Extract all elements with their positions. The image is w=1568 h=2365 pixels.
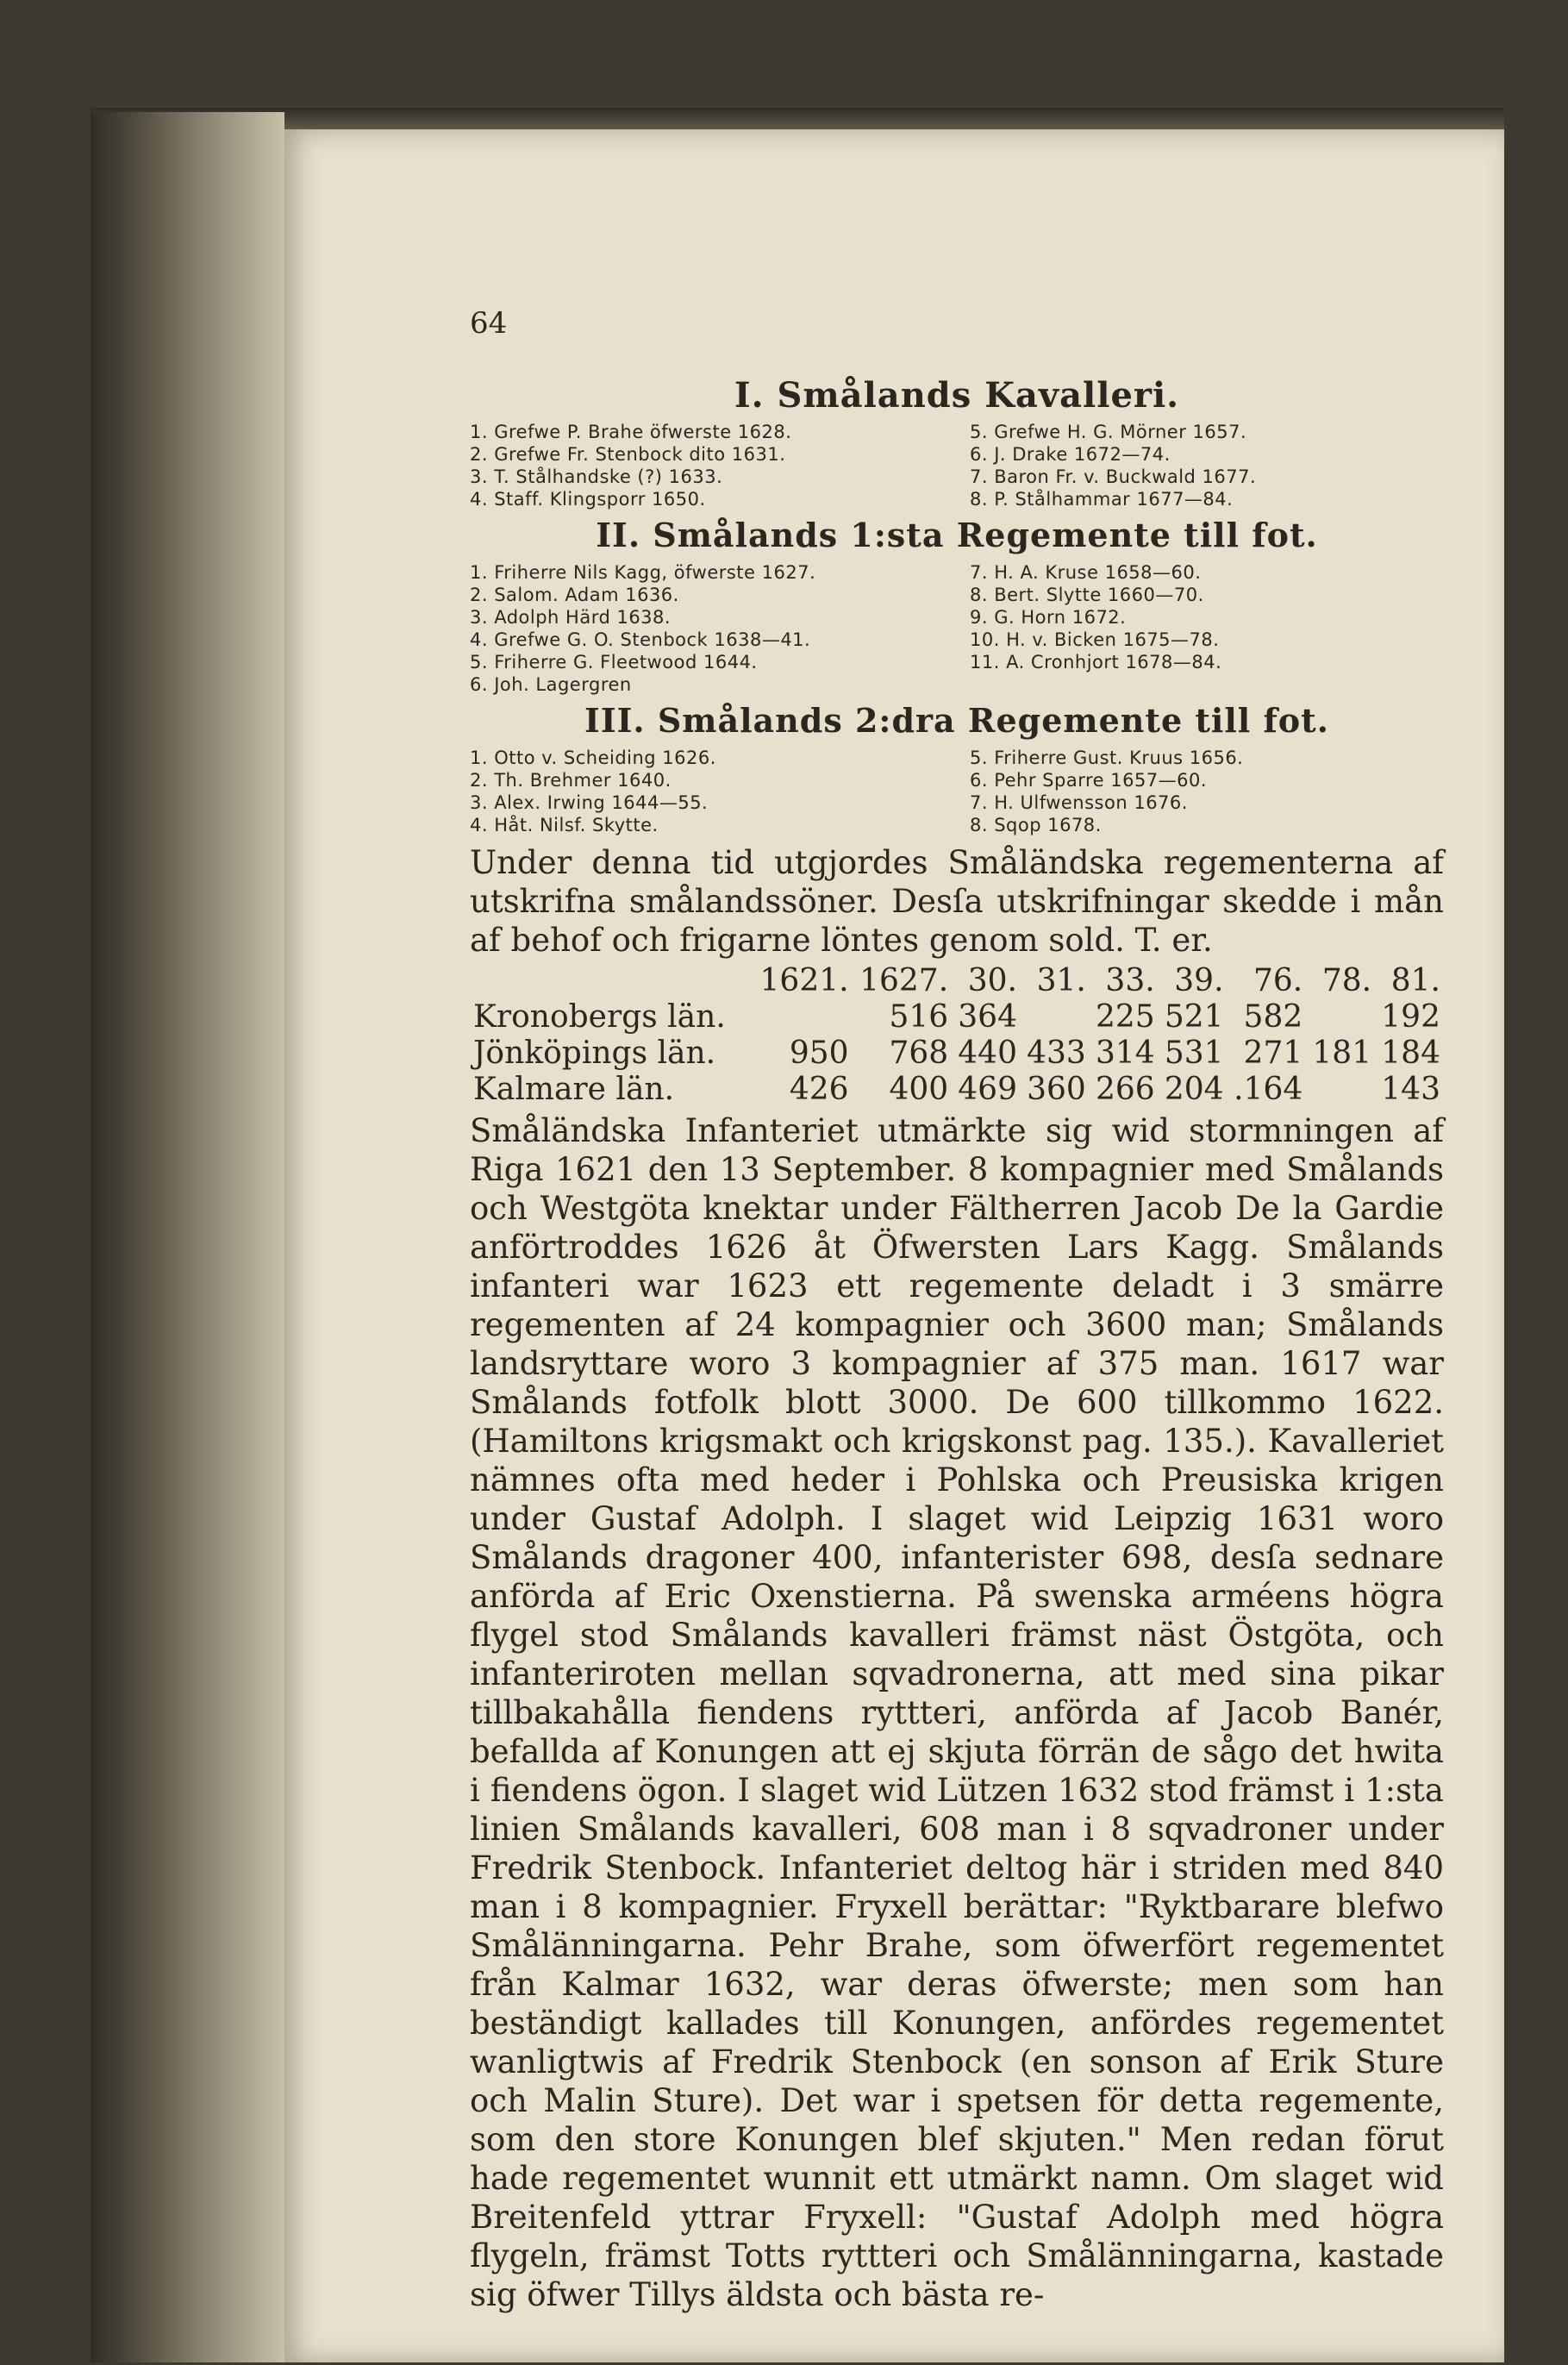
levy-year: 1627. xyxy=(859,963,949,998)
roster-right-column xyxy=(970,747,1444,836)
levy-cell: 531 xyxy=(1164,1035,1224,1071)
roster-entry: 2. Salom. Adam 1636. xyxy=(470,585,679,605)
section-heading-second-regiment: III. Smålands 2:dra Regemente till fot. xyxy=(584,701,1329,740)
levy-cell: 271 xyxy=(1243,1035,1303,1071)
levy-cell: 192 xyxy=(1381,999,1440,1035)
levy-cell: 204 xyxy=(1164,1072,1224,1107)
roster-entry: 8. Bert. Slytte 1660—70. xyxy=(970,585,1204,605)
levy-year: 78. xyxy=(1321,963,1372,998)
levy-year: 76. xyxy=(1253,963,1303,998)
roster-entry: 6. Joh. Lagergren xyxy=(470,674,632,695)
roster-entry: 10. H. v. Bicken 1675—78. xyxy=(970,629,1220,650)
levy-cell: 400 xyxy=(889,1072,949,1107)
levy-year: 33. xyxy=(1105,963,1155,998)
roster-entry: 8. P. Stålhammar 1677—84. xyxy=(970,489,1234,510)
levy-cell: 516 xyxy=(889,999,949,1035)
levy-cell: 433 xyxy=(1027,1035,1086,1071)
roster-entry: 2. Th. Brehmer 1640. xyxy=(470,770,672,791)
table-row xyxy=(470,1035,1444,1072)
roster-entry: 6. J. Drake 1672—74. xyxy=(970,444,1171,465)
roster-right-column xyxy=(970,561,1444,696)
levy-cell: 143 xyxy=(1381,1072,1440,1107)
roster-entry: 5. Grefwe H. G. Mörner 1657. xyxy=(970,422,1247,442)
roster-entry: 1. Grefwe P. Brahe öfwerste 1628. xyxy=(470,422,792,442)
roster-entry: 7. H. Ulfwensson 1676. xyxy=(970,792,1188,813)
table-row xyxy=(470,999,1444,1035)
roster-second-regiment xyxy=(470,747,1444,836)
roster-right-column xyxy=(970,421,1444,510)
page-content xyxy=(470,306,1444,2314)
levy-row-label: Kronobergs län. xyxy=(473,999,726,1035)
roster-entry: 5. Friherre Gust. Kruus 1656. xyxy=(970,748,1244,768)
roster-entry: 3. Alex. Irwing 1644—55. xyxy=(470,792,709,813)
levy-header-row xyxy=(470,963,1444,999)
levy-cell: 225 xyxy=(1095,999,1155,1035)
roster-entry: 7. Baron Fr. v. Buckwald 1677. xyxy=(970,466,1257,487)
book-spine xyxy=(91,112,284,2362)
levy-cell xyxy=(1306,999,1375,1035)
intro-paragraph: Under denna tid utgjordes Småländska regementerna af utskrifna smålandssöner. Desſa utskrifningar skedde i mån af behof och frigarne löntes genom sold. T. er. xyxy=(470,844,1444,959)
roster-entry: 8. Sqop 1678. xyxy=(970,815,1102,835)
levy-cell: 266 xyxy=(1095,1072,1155,1107)
roster-entry: 4. Håt. Nilsf. Skytte. xyxy=(470,815,659,835)
roster-entry: 7. H. A. Kruse 1658—60. xyxy=(970,562,1202,583)
roster-entry: 3. Adolph Härd 1638. xyxy=(470,607,672,628)
levy-year: 39. xyxy=(1174,963,1224,998)
roster-entry: 9. G. Horn 1672. xyxy=(970,607,1127,628)
levy-cell: 768 xyxy=(889,1035,949,1071)
roster-entry: 4. Grefwe G. O. Stenbock 1638—41. xyxy=(470,629,811,650)
levy-cell: 426 xyxy=(789,1072,849,1107)
roster-entry: 3. T. Stålhandske (?) 1633. xyxy=(470,466,723,487)
levy-year: 31. xyxy=(1036,963,1086,998)
levy-cell: 184 xyxy=(1381,1035,1440,1071)
page-number: 64 xyxy=(470,306,508,341)
section-heading-cavalry: I. Smålands Kavalleri. xyxy=(734,375,1180,416)
levy-year: 81. xyxy=(1390,963,1440,998)
roster-entry: 11. A. Cronhjort 1678—84. xyxy=(970,652,1222,673)
roster-entry: 1. Friherre Nils Kagg, öfwerste 1627. xyxy=(470,562,816,583)
roster-entry: 2. Grefwe Fr. Stenbock dito 1631. xyxy=(470,444,786,465)
roster-left-column xyxy=(470,747,944,836)
levy-cell: 521 xyxy=(1164,999,1224,1035)
levy-cell xyxy=(753,999,853,1035)
levy-cell: 582 xyxy=(1243,999,1303,1035)
roster-first-regiment xyxy=(470,561,1444,696)
levy-cell: 440 xyxy=(958,1035,1017,1071)
levy-cell xyxy=(1306,1072,1375,1108)
levy-cell xyxy=(1021,999,1090,1035)
table-row xyxy=(470,1072,1444,1108)
roster-entry: 6. Pehr Sparre 1657—60. xyxy=(970,770,1208,791)
levy-cell: 181 xyxy=(1312,1035,1372,1071)
roster-left-column xyxy=(470,561,944,696)
levy-cell: 364 xyxy=(958,999,1017,1035)
levy-year: 1621. xyxy=(759,963,849,998)
levy-row-label: Jönköpings län. xyxy=(473,1035,716,1071)
levy-header-blank xyxy=(470,963,753,999)
levy-table xyxy=(470,963,1444,1108)
levy-cell: 950 xyxy=(789,1035,849,1071)
levy-cell: 469 xyxy=(958,1072,1017,1107)
body-paragraph: Småländska Infanteriet utmärkte sig wid stormningen af Riga 1621 den 13 September. 8 kompagnier med Smålands och Westgöta knektar under Fältherren Jacob De la Gardie anförtroddes 1626 åt Öfwersten Lars Kagg. Smålands infanteri war 1623 ett regemente deladt i 3 smärre regementen af 24 kompagnier och 3600 man; Smålands landsryttare woro 3 kompagnier af 375 man. 1617 war Smålands fotfolk blott 3000. De 600 tillkommo 1622. (Hamiltons krigsmakt och krigskonst pag. 135.). Kavalleriet nämnes ofta med heder i Pohlska och Preusiska krigen under Gustaf Adolph. I slaget wid Leipzig 1631 woro Smålands dragoner 400, infanterister 698, desſa sednare anförda af Eric Oxenstierna. På swenska arméens högra flygel stod Smålands kavalleri främst näst Östgöta, och infanteriroten mellan sqvadronerna, att med sina pikar tillbakahålla fiendens ryttteri, anförda af Jacob Banér, befallda af Konungen att ej skjuta förrän de sågo det hwita i fiendens ögon. I slaget wid Lützen 1632 stod främst i 1:sta linien Smålands kavalleri, 608 man i 8 sqvadroner under Fredrik Stenbock. Infanteriet deltog här i striden med 840 man i 8 kompagnier. Fryxell berättar: "Ryktbarare blefwo Smålänningarna. Pehr Brahe, som öfwerfört regementet från Kalmar 1632, war deras öfwerste; men som han beständigt kallades till Konungen, anfördes regementet wanligtwis af Fredrik Stenbock (en sonson af Erik Sture och Malin Sture). Det war i spetsen för detta regemente, som den store Konungen blef skjuten." Men redan förut hade regementet wunnit ett utmärkt namn. Om slaget wid Breitenfeld yttrar Fryxell: "Gustaf Adolph med högra flygeln, främst Totts ryttteri och Smålänningarna, kastade sig öfwer Tillys äldsta och bästa re- xyxy=(470,1112,1444,2313)
levy-year: 30. xyxy=(967,963,1017,998)
levy-row-label: Kalmare län. xyxy=(473,1072,675,1107)
levy-cell: 360 xyxy=(1027,1072,1086,1107)
roster-entry: 4. Staff. Klingsporr 1650. xyxy=(470,489,706,510)
roster-cavalry xyxy=(470,421,1444,510)
levy-cell: 314 xyxy=(1095,1035,1155,1071)
roster-entry: 5. Friherre G. Fleetwood 1644. xyxy=(470,652,758,673)
section-heading-first-regiment: II. Smålands 1:sta Regemente till fot. xyxy=(596,516,1318,554)
levy-cell: .164 xyxy=(1234,1072,1303,1107)
roster-left-column xyxy=(470,421,944,510)
roster-entry: 1. Otto v. Scheiding 1626. xyxy=(470,748,716,768)
